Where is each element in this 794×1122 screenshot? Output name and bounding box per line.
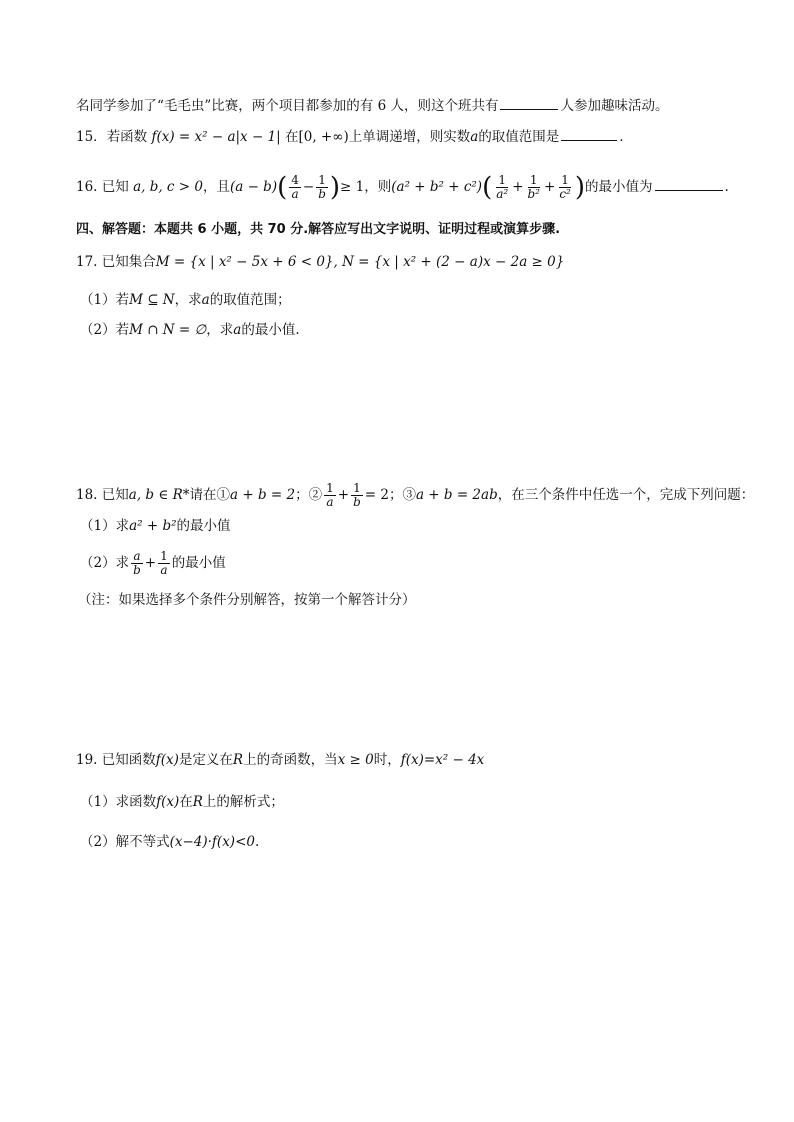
part-label: （1）: [80, 794, 116, 810]
q17-text: ，求: [206, 322, 234, 338]
q18-cond1: a + b = 2: [230, 487, 296, 503]
q17-expr: M ∩ N = ∅: [129, 322, 207, 338]
q14-text-after: 人参加趣味活动。: [560, 98, 669, 114]
denominator: b: [318, 187, 326, 201]
q19-text: 上的解析式；: [202, 794, 284, 810]
q16-text: 的最小值为: [585, 179, 653, 195]
q17-sets: M = {x | x² − 5x + 6 < 0}, N = {x | x² + (2 − a)x − 2a ≥ 0}: [155, 254, 565, 270]
fraction: [289, 174, 301, 201]
q18-text: 请在①: [189, 487, 231, 503]
denominator: a: [291, 187, 299, 201]
question-18: [76, 478, 754, 512]
fraction: [526, 174, 543, 201]
part-label: （2）: [80, 322, 116, 338]
q17-var: a: [201, 292, 210, 308]
question-19: [76, 750, 484, 770]
q19-cond: x ≥ 0: [337, 752, 374, 768]
q18-cond3: a + b = 2ab: [415, 487, 498, 503]
q14-text-before: 名同学参加了“毛毛虫”比赛，两个项目都参加的有 6 人，则这个班共有: [76, 98, 499, 114]
right-paren: ): [329, 172, 341, 203]
q18-note: （注：如果选择多个条件分别解答，按第一个解答计分）: [78, 592, 416, 608]
question-number: 18.: [76, 487, 102, 503]
q19-R: R: [192, 794, 203, 810]
q15-text: 上单调递增，则实数: [348, 129, 471, 145]
left-paren: (: [277, 172, 288, 203]
q19-text: 求函数: [115, 794, 157, 810]
answer-blank[interactable]: [655, 177, 723, 191]
operator: +: [544, 179, 556, 195]
q17-var: a: [233, 322, 242, 338]
operator: +: [512, 179, 524, 195]
numerator: 1: [561, 173, 569, 187]
q15-end: ．: [619, 129, 633, 145]
denominator: a: [326, 495, 334, 509]
q16-text: ，且: [202, 179, 230, 195]
fraction: [557, 174, 573, 201]
numerator: 1: [160, 549, 168, 563]
q17-text: ，求: [174, 292, 202, 308]
q19-fx: f(x): [156, 794, 180, 810]
q16-text: ，则: [364, 179, 392, 195]
q18-text: 求: [115, 518, 130, 534]
question-16: [76, 170, 729, 204]
q19-text: 上的奇函数，当: [243, 752, 338, 768]
q19-text: 已知函数: [101, 752, 156, 768]
q18-eq: = 2: [364, 487, 389, 503]
q16-sum: (a² + b² + c²): [391, 179, 483, 195]
q18-vars: a, b ∈ R*: [128, 487, 190, 503]
numerator: 1: [498, 173, 507, 187]
q18-text: 的最小值: [171, 555, 226, 571]
numerator: a: [133, 549, 141, 563]
q15-text: 的取值范围是: [478, 129, 560, 145]
q18-text: ；③: [388, 487, 416, 503]
answer-blank[interactable]: [500, 96, 558, 110]
q18-text: 已知: [101, 487, 129, 503]
q19-R: R: [232, 752, 244, 768]
q19-part-2: [80, 832, 259, 852]
left-paren: (: [482, 172, 493, 203]
denominator: b: [133, 563, 141, 577]
question-number: 19.: [76, 752, 102, 768]
q16-end: .: [724, 179, 729, 195]
q16-vars: a, b, c > 0: [133, 179, 203, 195]
q19-text: 是定义在: [178, 752, 233, 768]
fraction: [316, 174, 328, 201]
part-label: （1）: [80, 292, 116, 308]
q16-ge: ≥ 1: [340, 179, 365, 195]
numerator: 1: [353, 481, 361, 495]
q17-text: 的取值范围；: [209, 292, 291, 308]
q17-text: 若: [115, 292, 130, 308]
operator: +: [337, 487, 350, 503]
right-paren: ): [574, 172, 585, 203]
part-label: （1）: [80, 518, 116, 534]
denominator: a: [160, 563, 168, 577]
question-15: [76, 127, 633, 147]
denominator: c²: [559, 187, 571, 201]
q18-text: ；②: [295, 487, 323, 503]
q18-part-1: [80, 516, 231, 536]
q19-fx: f(x): [155, 752, 179, 768]
q19-text: 时，: [373, 752, 401, 768]
q19-text: 在: [179, 794, 193, 810]
q17-text: 若: [115, 322, 130, 338]
question-number: 15．: [76, 129, 107, 145]
q18-expr: a² + b²: [129, 518, 177, 534]
q15-text: 在: [284, 129, 299, 145]
q17-text: 已知集合: [101, 254, 156, 270]
part-label: （2）: [80, 834, 116, 850]
q15-function: f(x) = x² − a|x − 1|: [151, 129, 281, 145]
q19-text: 解不等式: [115, 834, 170, 850]
q19-expr: f(x)=x² − 4x: [400, 752, 485, 768]
numerator: 1: [318, 173, 326, 187]
denominator: a²: [496, 187, 509, 201]
q16-expr: (a − b): [229, 179, 278, 195]
answer-blank[interactable]: [561, 127, 617, 141]
numerator: 1: [326, 481, 334, 495]
q14-tail-line: [76, 96, 668, 116]
question-number: 16.: [76, 179, 102, 195]
part-label: （2）: [80, 555, 116, 571]
q19-expr: (x−4)·f(x)<0: [169, 834, 255, 850]
q16-text: 已知: [101, 179, 129, 195]
question-number: 17.: [76, 254, 102, 270]
denominator: b²: [527, 187, 540, 201]
q17-part-1: [80, 290, 291, 310]
q17-expr: M ⊆ N: [129, 292, 175, 308]
operator: −: [302, 179, 315, 195]
q18-text: ，在三个条件中任选一个，完成下列问题：: [497, 487, 755, 503]
numerator: 4: [291, 173, 299, 187]
fraction: [131, 550, 143, 577]
fraction: [324, 482, 336, 509]
q18-text: 求: [115, 555, 130, 571]
denominator: b: [353, 495, 361, 509]
q19-part-1: [80, 792, 284, 812]
question-17: [76, 252, 564, 272]
fraction: [494, 174, 510, 201]
section-heading: 四、解答题：本题共 6 小题，共 70 分.解答应写出文字说明、证明过程或演算步骤.: [76, 222, 561, 237]
q17-text: 的最小值.: [241, 322, 300, 338]
operator: +: [144, 555, 157, 571]
q15-var: a: [470, 129, 479, 145]
q15-interval: [0, +∞): [298, 129, 349, 145]
q19-end: .: [254, 834, 260, 850]
fraction: [351, 482, 363, 509]
q15-text: 若函数: [106, 129, 148, 145]
q17-part-2: [80, 320, 300, 340]
q18-text: 的最小值: [176, 518, 231, 534]
numerator: 1: [529, 173, 538, 187]
fraction: [158, 550, 170, 577]
q18-part-2: [80, 546, 226, 580]
